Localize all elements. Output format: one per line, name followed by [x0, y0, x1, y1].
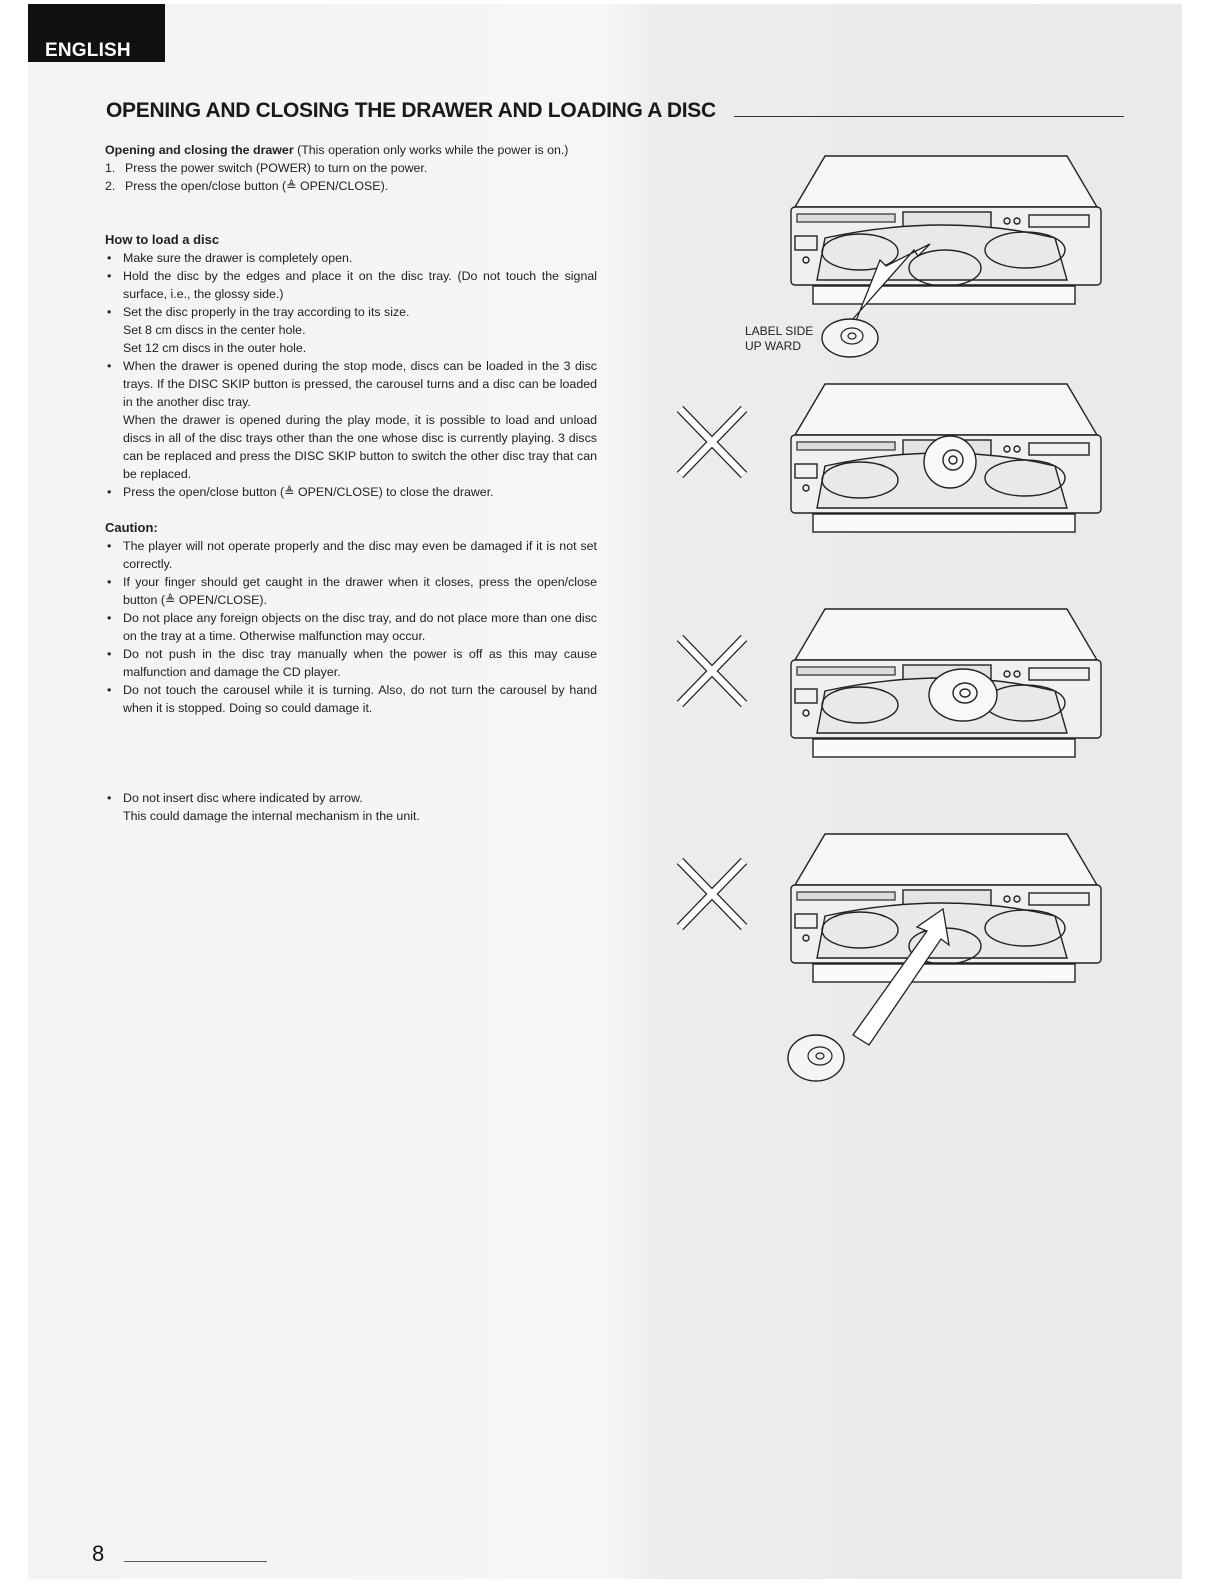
- drawer-heading: Opening and closing the drawer: [105, 143, 294, 157]
- arrow-icon: [845, 905, 955, 1050]
- title-rule: [734, 116, 1124, 117]
- section-caution: [105, 519, 597, 717]
- drawer-heading-note: (This operation only works while the power is on.): [297, 143, 569, 157]
- caution-item: • Do not push in the disc tray manually when the power is off as this may cause malfunction and damage the CD player.: [105, 645, 597, 681]
- page-title: OPENING AND CLOSING THE DRAWER AND LOADING A DISC: [106, 99, 716, 122]
- section-drawer: [105, 141, 597, 195]
- page-rule: [124, 1561, 267, 1562]
- label-line: UP WARD: [745, 339, 802, 353]
- load-item: • Make sure the drawer is completely open.: [105, 249, 597, 267]
- caution-item: • Do not place any foreign objects on the disc tray, and do not place more than one disc on the tray at a time. Otherwise malfunction may occur.: [105, 609, 597, 645]
- arrow-note: This could damage the internal mechanism in the unit.: [123, 809, 420, 823]
- page-number: 8: [92, 1541, 105, 1566]
- size-line: Set 8 cm discs in the center hole.: [123, 323, 306, 337]
- step-number: 1.: [105, 161, 116, 175]
- label-line: LABEL SIDE: [745, 324, 814, 338]
- step-number: 2.: [105, 179, 116, 193]
- load-item: • Press the open/close button (≜ OPEN/CLOSE) to close the drawer.: [105, 483, 597, 501]
- caution-item: • Do not touch the carousel while it is turning. Also, do not turn the carousel by hand when it is stopped. Doing so could damage it.: [105, 681, 597, 717]
- disc-icon: [786, 1032, 848, 1084]
- prohibited-x-icon: [676, 634, 748, 708]
- caution-item: • If your finger should get caught in the drawer when it closes, press the open/close button (≜ OPEN/CLOSE).: [105, 573, 597, 609]
- language-tab: ENGLISH: [28, 4, 165, 62]
- step-text: Press the open/close button (≜ OPEN/CLOSE).: [125, 179, 389, 193]
- cd-player-icon: [785, 605, 1105, 760]
- prohibited-x-icon: [676, 405, 748, 479]
- load-item: • Hold the disc by the edges and place it on the disc tray. (Do not touch the signal surface, i.e., the glossy side.): [105, 267, 597, 303]
- load-item: • When the drawer is opened during the stop mode, discs can be loaded in the 3 disc trays. If the DISC SKIP button is pressed, the carousel turns and a disc can be loaded in the another disc tray.: [105, 357, 597, 411]
- caution-heading: Caution:: [105, 520, 158, 535]
- arrow-item: • Do not insert disc where indicated by arrow.: [105, 789, 597, 807]
- section-load: [105, 231, 597, 501]
- disc-icon: [820, 317, 882, 359]
- prohibited-x-icon: [676, 857, 748, 931]
- drawer-step: [105, 159, 597, 177]
- caution-item: • The player will not operate properly and the disc may even be damaged if it is not set correctly.: [105, 537, 597, 573]
- section-arrow: [105, 789, 597, 825]
- cd-player-icon: [785, 380, 1105, 535]
- size-line: Set 12 cm discs in the outer hole.: [123, 341, 307, 355]
- play-mode-text: When the drawer is opened during the play mode, it is possible to load and unload discs in all of the disc trays other than the one whose disc is currently playing. 3 discs can be replaced and press the DISC SKIP button to switch the other disc tray that can be replaced.: [123, 413, 597, 481]
- step-text: Press the power switch (POWER) to turn on the power.: [125, 161, 428, 175]
- drawer-step: [105, 177, 597, 195]
- load-heading: How to load a disc: [105, 232, 220, 247]
- label-side-note: [745, 324, 813, 354]
- load-item: • Set the disc properly in the tray according to its size.: [105, 303, 597, 321]
